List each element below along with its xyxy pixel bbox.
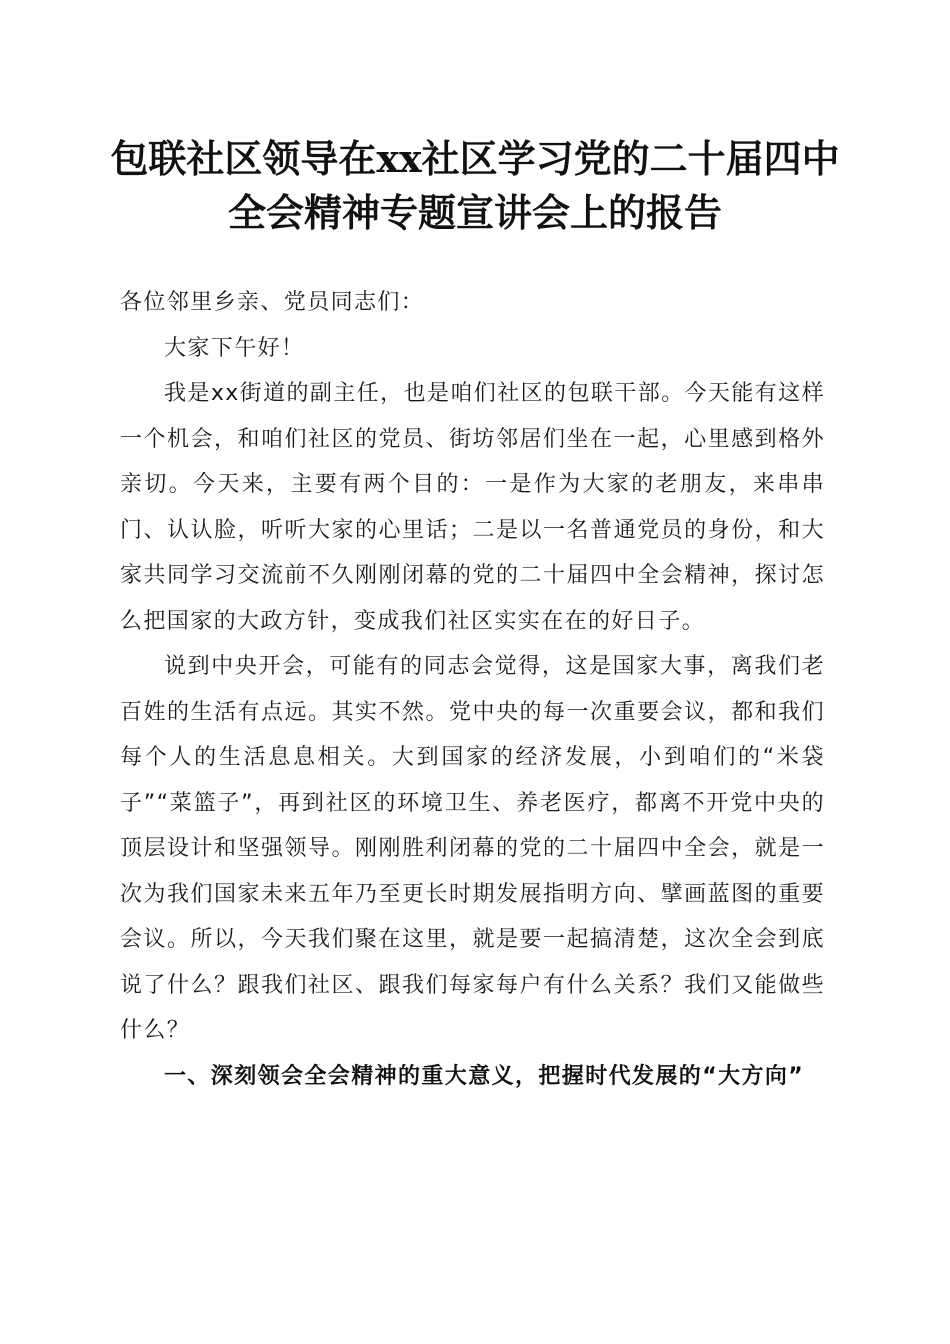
paragraph-1: 我是xx街道的副主任，也是咱们社区的包联干部。今天能有这样一个机会，和咱们社区的党员、街坊邻居们坐在一起，心里感到格外亲切。今天来，主要有两个目的：一是作为大家的老朋友，来串串门、认认脸，听听大家的心里话；二是以一名普通党员的身份，和大家共同学习交流前不久刚刚闭幕的党的二十届四中全会精神，探讨怎么把国家的大政方针，变成我们社区实实在在的好日子。 bbox=[120, 381, 825, 634]
paragraph-2: 说到中央开会，可能有的同志会觉得，这是国家大事，离我们老百姓的生活有点远。其实不然。党中央的每一次重要会议，都和我们每个人的生活息息相关。大到国家的经济发展，小到咱们的“米袋子”“菜篮子”，再到社区的环境卫生、养老医疗，都离不开党中央的顶层设计和坚强领导。刚刚胜利闭幕的党的二十届四中全会，就是一次为我们国家未来五年乃至更长时期发展指明方向、擘画蓝图的重要会议。所以，今天我们聚在这里，就是要一起搞清楚，这次全会到底说了什么？跟我们社区、跟我们每家每户有什么关系？我们又能做些什么？ bbox=[120, 654, 825, 1043]
document-body bbox=[120, 280, 825, 1099]
greeting: 大家下午好！ bbox=[164, 335, 305, 361]
section-1-heading: 一、深刻领会全会精神的重大意义，把握时代发展的“大方向” bbox=[164, 1063, 805, 1089]
title-line-1: 包联社区领导在xx社区学习党的二十届四中 bbox=[110, 136, 840, 181]
salutation: 各位邻里乡亲、党员同志们： bbox=[120, 290, 425, 315]
document-title bbox=[100, 132, 850, 240]
title-line-2: 全会精神专题宣讲会上的报告 bbox=[227, 190, 722, 235]
